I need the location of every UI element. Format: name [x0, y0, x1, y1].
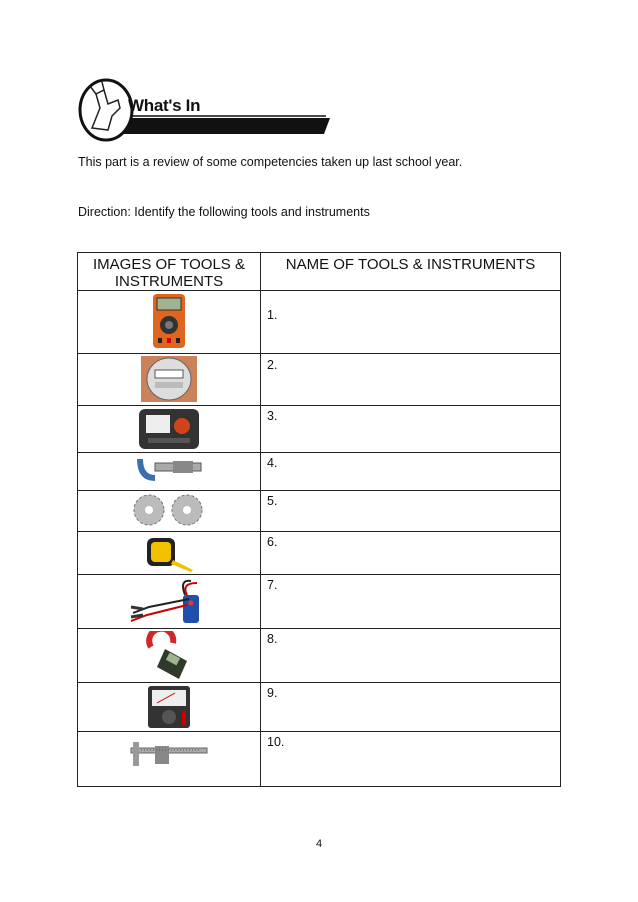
table-row — [78, 291, 561, 354]
table-row — [78, 732, 561, 787]
image-cell — [78, 532, 261, 575]
table-row — [78, 629, 561, 683]
wire-gauge-icon — [131, 493, 207, 527]
table-row — [78, 491, 561, 532]
whats-in-banner — [78, 78, 330, 144]
header-images: IMAGES OF TOOLS & INSTRUMENTS — [78, 253, 261, 291]
image-cell — [78, 291, 261, 354]
direction-text: Direction: Identify the following tools and instruments — [78, 205, 370, 219]
hand-pointing-icon — [78, 78, 330, 144]
header-names: NAME OF TOOLS & INSTRUMENTS — [261, 253, 561, 291]
digital-multimeter-icon — [152, 293, 186, 349]
tools-table — [77, 252, 561, 787]
image-cell — [78, 575, 261, 629]
answer-number: 2. — [267, 358, 278, 372]
image-cell — [78, 732, 261, 787]
answer-number: 3. — [267, 409, 278, 423]
banner-title: What's In — [128, 96, 201, 115]
image-cell — [78, 354, 261, 406]
analog-multitester-icon — [147, 685, 191, 729]
answer-number: 6. — [267, 535, 278, 549]
intro-text: This part is a review of some competencies taken up last school year. — [78, 155, 463, 169]
answer-number: 1. — [267, 308, 278, 322]
table-header-row — [78, 253, 561, 291]
answer-number: 9. — [267, 686, 278, 700]
answer-number: 5. — [267, 494, 278, 508]
table-row — [78, 406, 561, 453]
measuring-tape-icon — [143, 534, 195, 572]
answer-number: 7. — [267, 578, 278, 592]
clamp-ammeter-icon — [143, 631, 195, 681]
phase-sequence-tester-icon — [129, 577, 209, 627]
table-row — [78, 683, 561, 732]
micrometer-caliper-icon — [133, 455, 205, 485]
table-row — [78, 453, 561, 491]
answer-number: 10. — [267, 735, 285, 749]
vernier-caliper-icon — [129, 740, 209, 770]
image-cell — [78, 629, 261, 683]
answer-number: 8. — [267, 632, 278, 646]
table-row — [78, 532, 561, 575]
page-number: 4 — [315, 838, 323, 850]
table-row — [78, 575, 561, 629]
image-cell — [78, 491, 261, 532]
image-cell — [78, 683, 261, 732]
image-cell — [78, 453, 261, 491]
megger-insulation-tester-icon — [138, 408, 200, 450]
kilowatt-hour-meter-icon — [141, 356, 197, 402]
answer-number: 4. — [267, 456, 278, 470]
table-row — [78, 354, 561, 406]
image-cell — [78, 406, 261, 453]
